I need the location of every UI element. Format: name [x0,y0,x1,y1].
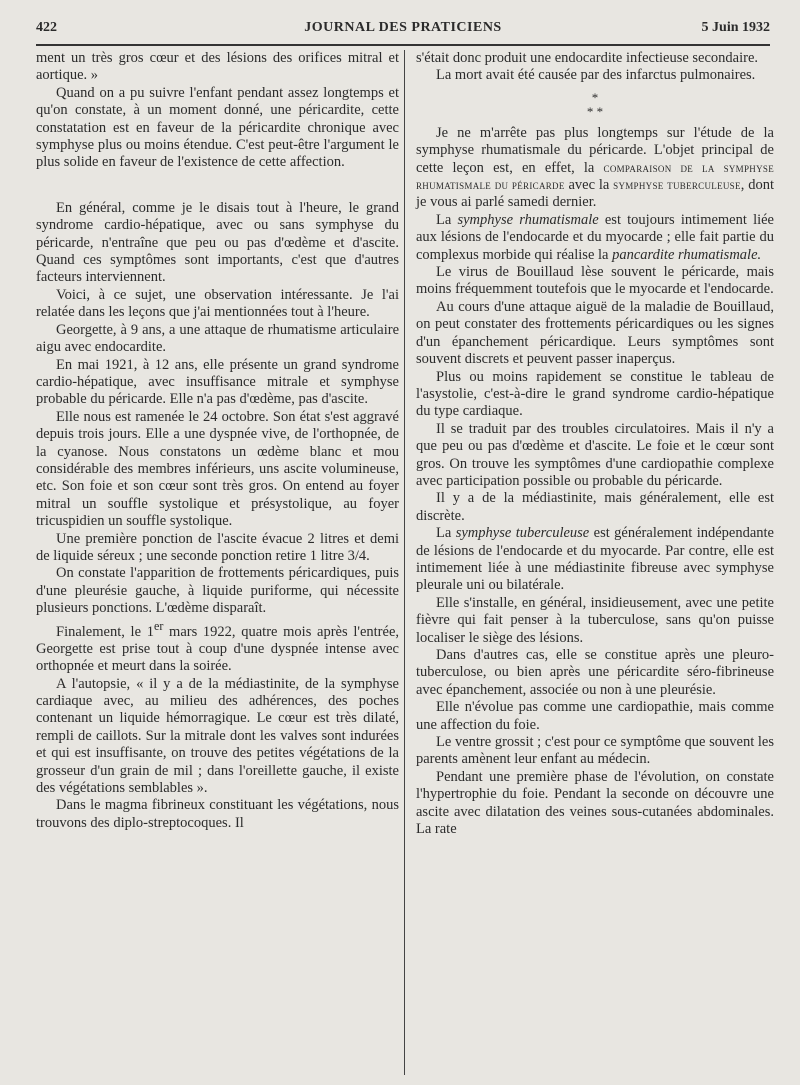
page-header [36,18,770,46]
paragraph: Georgette, à 9 ans, a une attaque de rhumatisme articulaire aigu avec endocardite. [36,321,399,356]
paragraph: Quand on a pu suivre l'enfant pendant assez longtemps et qu'on constate, à un moment donné, une péricardite, cette constatation est en faveur de la péricardite chronique avec symphyse plus ou moins étendue. C'est peut-être l'argument le plus solide en faveur de l'existence de cette affection. [36,84,399,171]
paragraph: ment un très gros cœur et des lésions des orifices mitral et aortique. » [36,50,399,84]
text-run: est généralement indépendante de lésions de l'endocarde et du myocarde. Par contre, elle est intimement liée à une médiastinite fibreuse avec symphyse pleurale uni ou bilatérale. [416,525,774,594]
column-divider [404,50,405,1075]
issue-date: 5 Juin 1932 [701,20,770,35]
paragraph: Plus ou moins rapidement se constitue le tableau de l'asystolie, c'est-à-dire le grand syndrome cardio-hépatique du type cardiaque. [416,368,774,420]
paragraph: Le virus de Bouillaud lèse souvent le péricarde, mais moins fréquemment toutefois que le myocarde et l'endocarde. [416,264,774,298]
paragraph [416,525,774,595]
paragraph [416,125,774,212]
paragraph: Au cours d'une attaque aiguë de la maladie de Bouillaud, on peut constater des frottements péricardiques ou les signes d'un épanchement péricardique. Leurs symptômes sont souvent discrets et peuvent passer inaperçus. [416,298,774,368]
text-run: La [436,525,456,542]
paragraph [36,618,399,676]
asterism-top: * [591,89,599,105]
paragraph: Pendant une première phase de l'évolution, on constate l'hypertrophie du foie. Pendant la seconde on découvre une ascite avec dilatation des veines sous-cutanées abdominales. La rate [416,768,774,838]
small-caps-text: comparaison de la symphyse rhumatismale du péricarde [416,160,774,193]
paragraph: En mai 1921, à 12 ans, elle présente un grand syndrome cardio-hépatique, avec insuffisance mitrale et symphyse probable du péricarde. Elle n'a pas d'œdème, pas d'ascite. [36,356,399,408]
paragraph: A l'autopsie, « il y a de la médiastinite, de la symphyse cardiaque avec, au milieu des adhérences, des poches contenant un liquide hémorragique. Le cœur est très dilaté, rempli de caillots. Sur la mitrale dont les valves sont indurées et qui est insuffisante, on trouve des petites végétations de la grosseur d'un grain de mil ; dans l'oreillette gauche, il existe des végétations semblables ». [36,675,399,797]
paragraph: Elle s'installe, en général, insidieusement, avec une petite fièvre qui fait penser à la tuberculose, sans qu'on puisse localiser le siège des lésions. [416,594,774,646]
paragraph: Le ventre grossit ; c'est pour ce symptôme que souvent les parents amènent leur enfant au médecin. [416,734,774,768]
italic-text: pancardite rhumatismale. [612,246,762,263]
section-separator [416,91,774,119]
text-run: est toujours intimement liée aux lésions de l'endocarde et du myocarde ; elle fait partie du complexus morbide qui réalise la [416,211,774,263]
text-run: Je ne m'arrête pas plus longtemps sur l'étude de la symphyse rhumatismale du péricarde. L'objet principal de cette leçon est, en effet, la [416,124,774,176]
paragraph: Dans d'autres cas, elle se constitue après une pleuro-tuberculose, ou bien après une péricardite séro-fibrineuse avec épanchement, associée ou non à une pleurésie. [416,647,774,698]
page-number: 422 [36,20,57,35]
text-run: Finalement, le 1 [56,623,154,640]
small-caps-text: symphyse tuberculeuse [613,178,741,193]
paragraph: Voici, à ce sujet, une observation intéressante. Je l'ai relatée dans les leçons que j'ai mentionnées tout à l'heure. [36,286,399,321]
paragraph: On constate l'apparition de frottements péricardiques, puis d'une pleurésie gauche, à liquide puriforme, qui nécessite plusieurs ponctions. L'œdème disparaît. [36,565,399,617]
left-column [36,50,399,832]
superscript: er [153,618,164,633]
paragraph: Elle nous est ramenée le 24 octobre. Son état s'est aggravé depuis trois jours. Elle a une dyspnée vive, de l'orthopnée, de la cyanose. Nous constatons un œdème blanc et mou considérable des membres inférieurs, uns ascite volumineuse, etc. Son foie et son cœur sont très gros. On entend au foyer mitral un souffle systolique et présystolique, au foyer tricuspidien un souffle systolique. [36,408,399,530]
text-run: , dont je vous ai parlé samedi dernier. [416,177,775,211]
italic-text: symphyse tuberculeuse [455,525,590,542]
section-gap [36,172,399,200]
paragraph: s'était donc produit une endocardite infectieuse secondaire. [416,50,759,66]
paragraph: Dans le magma fibrineux constituant les végétations, nous trouvons des diplo-streptocoques. Il [36,797,399,831]
paragraph: En général, comme je le disais tout à l'heure, le grand syndrome cardio-hépatique, avec ou sans symphyse du péricarde, n'entraîne que peu ou pas d'œdème et d'ascite. Quand ces symptômes sont importants, c'est que d'autres facteurs interviennent. [36,199,399,286]
journal-title: JOURNAL DES PRATICIENS [304,20,502,35]
paragraph: Il se traduit par des troubles circulatoires. Mais il n'y a que peu ou pas d'œdème et d'ascite. Le foie et le cœur sont gros. On trouve les symptômes d'une cardiopathie complexe avec participation possible ou probable du péricarde. [416,420,774,489]
paragraph: Elle n'évolue pas comme une cardiopathie, mais comme une affection du foie. [416,699,774,733]
paragraph [416,212,774,264]
right-column [416,50,774,838]
text-run: La [436,211,458,228]
paragraph: Il y a de la médiastinite, mais généralement, elle est discrète. [416,490,774,524]
italic-text: symphyse rhumatismale [457,211,599,228]
text-run: mars 1922, quatre mois après l'entrée, Georgette est prise tout à coup d'une dyspnée intense avec orthopnée et meurt dans la soirée. [36,623,400,675]
text-run: avec la [564,177,614,194]
asterism-bottom: * * [586,103,604,119]
paragraph: La mort avait été causée par des infarctus pulmonaires. [436,67,756,84]
paragraph: Une première ponction de l'ascite évacue 2 litres et demi de liquide séreux ; une seconde ponction retire 1 litre 3/4. [36,530,399,564]
